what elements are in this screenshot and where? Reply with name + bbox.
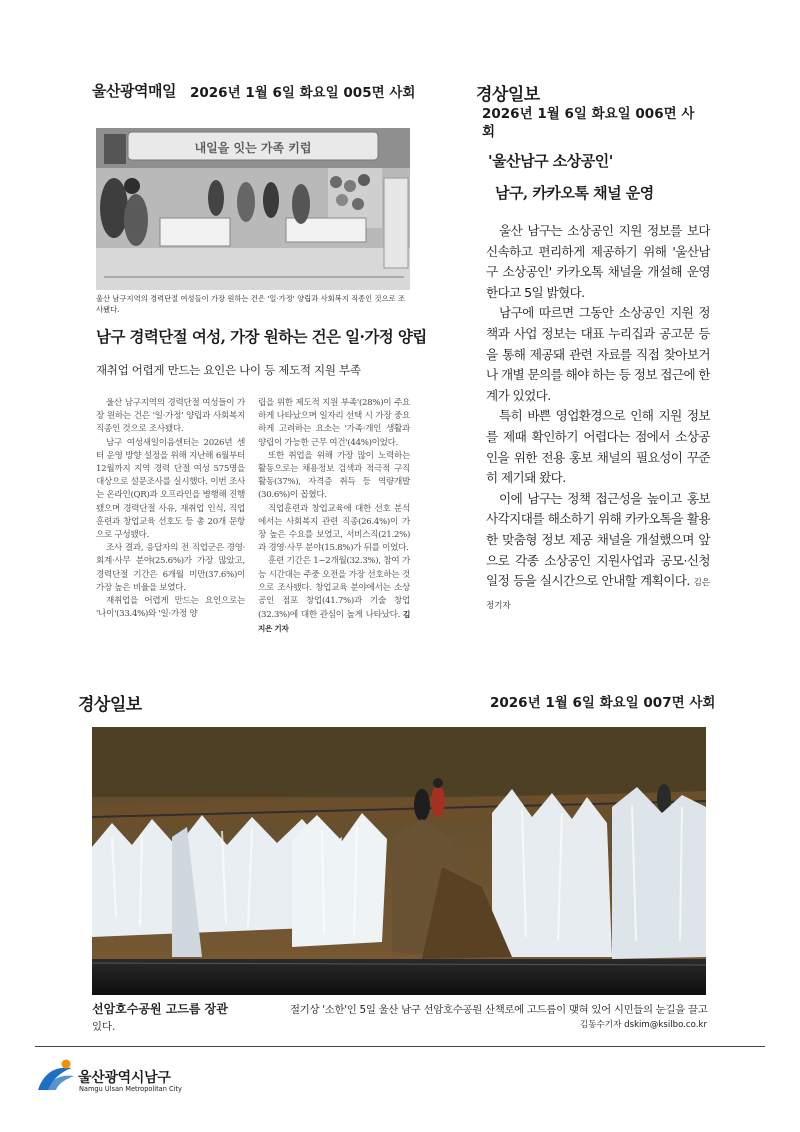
article1-paragraph: 립을 위한 제도적 지원 부족'(28%)이 주요하게 나타났으며 일자리 선택 시 가장 중요하게 고려하는 요소는 '가족·개인 생활과 양립이 가능한 근무 여건'(44%)이었다. <box>258 398 410 448</box>
article2-headline-line1: '울산남구 소상공인' <box>488 152 613 170</box>
article3-dateline: 2026년 1월 6일 화요일 007면 사회 <box>490 695 716 711</box>
article2-paragraph: 남구에 따르면 그동안 소상공인 지원 정책과 사업 정보는 대표 누리집과 공고문 등을 통해 제공돼 관련 자료를 직접 찾아보거나 개별 문의를 해야 하는 등 정보 접근에 한계가 있었다. <box>486 305 710 403</box>
article2-paragraph: 특히 바쁜 영업환경으로 인해 지원 정보를 제때 확인하기 어렵다는 점에서 소상공인을 위한 전용 홍보 채널의 필요성이 꾸준히 제기돼 왔다. <box>486 408 710 486</box>
masthead-gyeongsang-ilbo-2: 경상일보 <box>78 695 142 715</box>
article1-photo-caption: 울산 남구지역의 경력단절 여성들이 가장 원하는 건은 '일·가정' 양립과 사회복지 직종인 것으로 조사됐다. <box>96 294 406 314</box>
article1-paragraph: 울산 남구지역의 경력단절 여성들이 가장 원하는 건은 '일·가정' 양립과 사회복지 직종인 것으로 조사됐다. <box>96 398 245 435</box>
article1-paragraph: 조사 결과, 응답자의 전 직업군은 경영·회계·사무 분야(25.6%)가 가장 많았고, 경력단절 기간은 6개월 미만(37.6%)이 가장 높은 비율을 보였다. <box>96 543 245 593</box>
masthead-ulsan-maeil: 울산광역매일 <box>92 82 176 100</box>
article2-dateline-line1: 2026년 1월 6일 화요일 006면 사 <box>482 106 695 122</box>
article2-paragraph <box>486 489 710 617</box>
masthead-gyeongsang-ilbo: 경상일보 <box>476 85 540 105</box>
article3-caption-title: 선암호수공원 고드름 장관 <box>92 1002 228 1016</box>
article3-byline: 김동수기자 dskim@ksilbo.co.kr <box>579 1020 707 1030</box>
article1-headline: 남구 경력단절 여성, 가장 원하는 건은 일·가정 양립 <box>96 327 427 346</box>
article1-photo <box>96 128 410 290</box>
article1-paragraph: 재취업을 어렵게 만드는 요인으로는 '나이'(33.4%)와 '일·가정 양 <box>96 596 245 620</box>
article2-body <box>486 221 710 616</box>
article1-subheadline: 재취업 어렵게 만드는 요인은 나이 등 제도적 지원 부족 <box>96 363 361 377</box>
photo-sign-text: 내일을 잇는 가족 키럽 <box>194 141 312 155</box>
namgu-logo-icon <box>36 1058 76 1094</box>
article1-byline: 김지은 기자 <box>258 610 410 634</box>
article1-paragraph: 직업훈련과 창업교육에 대한 선호 분석에서는 사회복지 관련 직종(26.4%)이 가장 높은 수요를 보였고, 서비스직(21.2%)과 경영·사무 분야(15.8%)가 뒤를 이었다. <box>258 503 410 554</box>
article1-paragraph: 남구 여성새일이음센터는 2026년 센터 운영 방향 설정을 위해 지난해 6월부터 12월까지 지역 경력 단절 여성 575명을 대상으로 설문조사를 실시했다. 이번 조사는 온라인(QR)과 오프라인을 병행해 진행됐으며 경력단절 사유, 재취업 인식, 직업훈련과 창업교육 선호도 등 총 20개 문항으로 구성됐다. <box>96 437 245 541</box>
footer-logo-korean: 울산광역시남구 <box>78 1070 171 1086</box>
article2-paragraph: 울산 남구는 소상공인 지원 정보를 보다 신속하고 편리하게 제공하기 위해 '울산남구 소상공인' 카카오톡 채널을 개설해 운영한다고 5일 밝혔다. <box>486 223 710 300</box>
footer-logo-english: Namgu Ulsan Metropolitan City <box>79 1085 182 1093</box>
article2-dateline-line2: 회 <box>482 124 496 140</box>
icicle-lake-photo-illustration <box>92 727 706 995</box>
article1-paragraph <box>258 555 410 636</box>
article2-headline-line2: 남구, 카카오톡 채널 운영 <box>495 184 654 202</box>
footer-divider <box>35 1046 765 1047</box>
article1-column-1 <box>96 397 245 621</box>
article1-dateline: 2026년 1월 6일 화요일 005면 사회 <box>190 85 416 101</box>
article2-last-paragraph-text: 이에 남구는 정책 접근성을 높이고 홍보 사각지대를 해소하기 위해 카카오톡을 활용한 맞춤형 정보 제공 채널을 개설했으며 앞으로 각종 소상공인 지원사업과 공모·신청 일정 등을 실시간으로 안내할 계획이다. <box>486 490 710 589</box>
article3-caption-line1: 절기상 '소한'인 5일 울산 남구 선암호수공원 산책로에 고드름이 맺혀 있어 시민들의 눈길을 끌고 <box>290 1004 708 1016</box>
article1-paragraph: 또한 취업을 위해 가장 많이 노력하는 활동으로는 채용정보 검색과 적극적 구직활동(37%), 자격증 취득 등 역량개발(30.6%)이 꼽혔다. <box>258 450 410 501</box>
article1-column-2 <box>258 397 410 637</box>
article2-byline: 김은정기자 <box>486 578 710 611</box>
booth-photo-illustration <box>96 128 410 290</box>
article3-photo <box>92 727 706 995</box>
article3-caption-line2: 있다. <box>92 1021 116 1033</box>
article1-last-paragraph-text: 훈련 기간은 1~2개월(32.3%), 참여 가능 시간대는 주중 오전을 가장 선호하는 것으로 조사됐다. 창업교육 분야에서는 소상공인 점포 창업(41.7%)과 기술 창업(32.3%)에 대한 관심이 높게 나타났다. <box>258 556 410 621</box>
